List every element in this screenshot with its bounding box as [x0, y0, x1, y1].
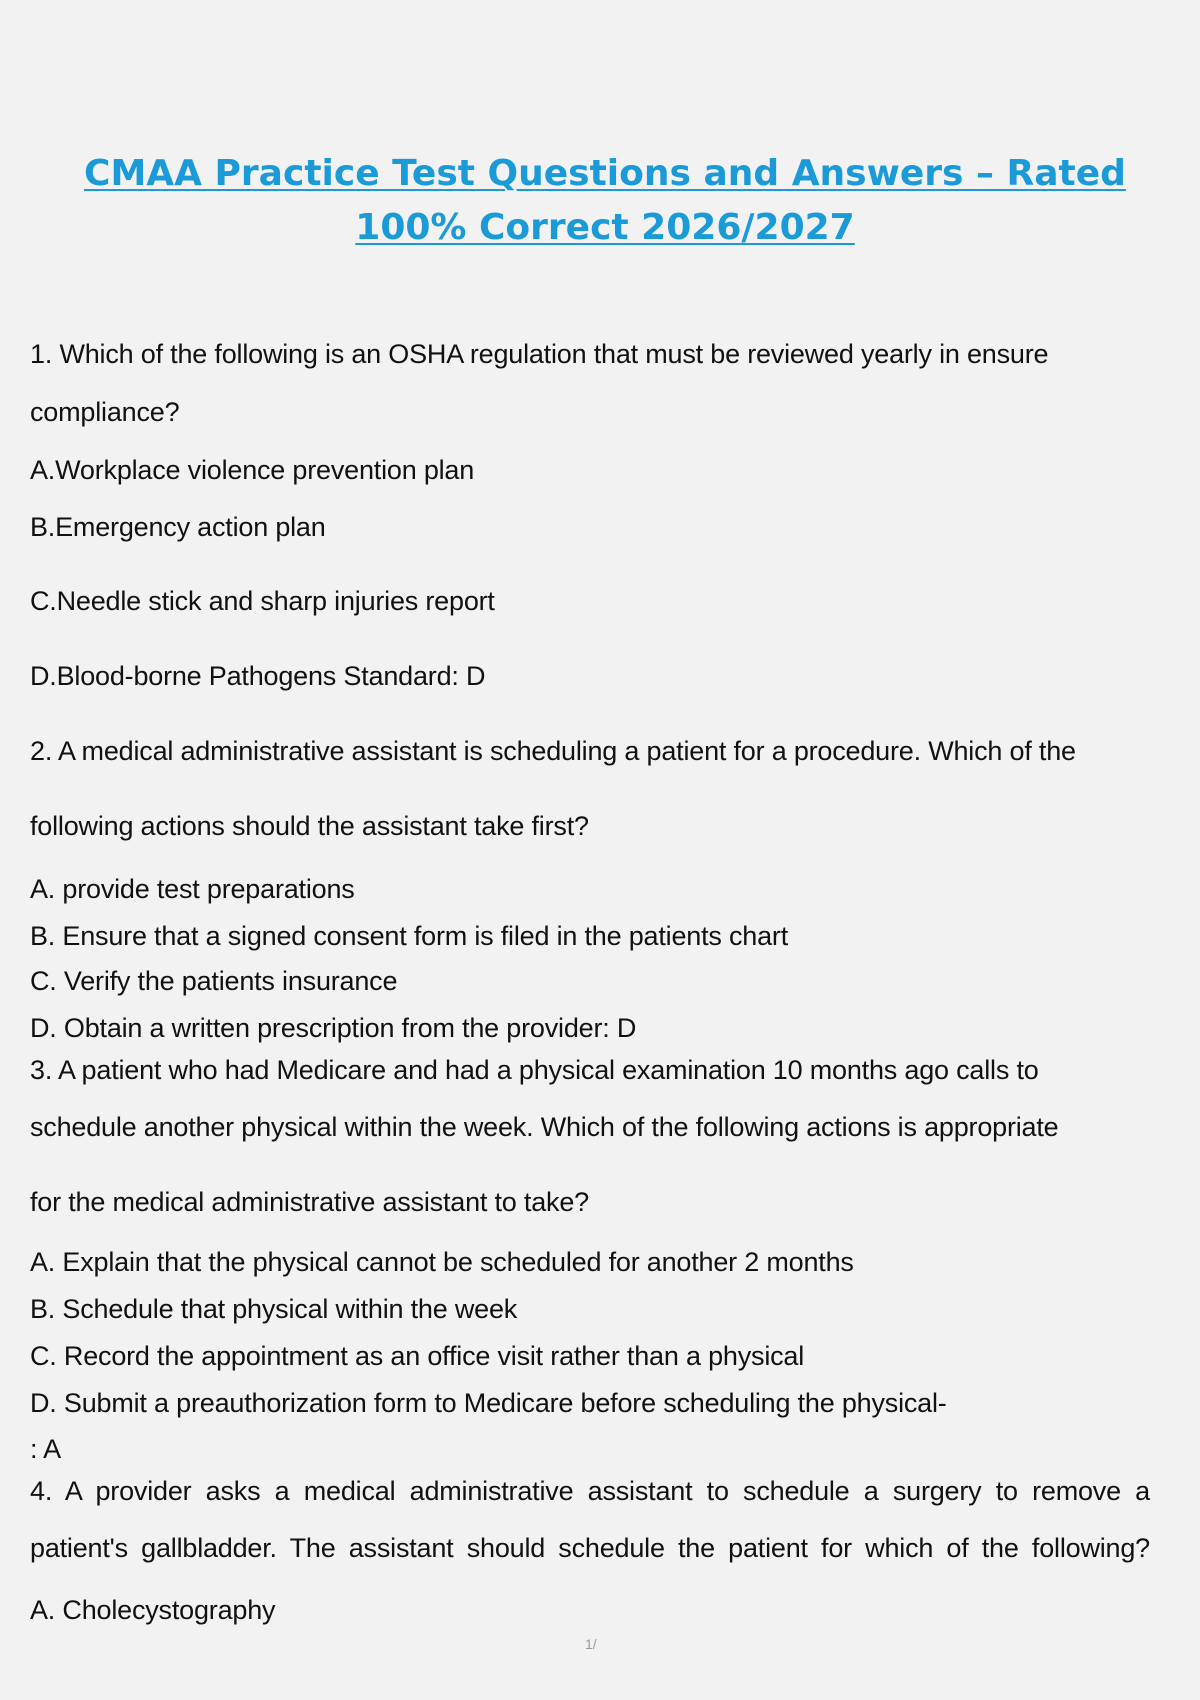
question-3-option-a: A. Explain that the physical cannot be scheduled for another 2 months — [30, 1247, 854, 1277]
question-3-option-c: C. Record the appointment as an office visit rather than a physical — [30, 1341, 805, 1371]
question-1-option-c: C.Needle stick and sharp injuries report — [30, 586, 495, 616]
question-3-line-2: schedule another physical within the week. Which of the following actions is appropriate — [30, 1112, 1059, 1142]
question-number: 1. — [30, 339, 53, 369]
question-1-option-a: A.Workplace violence prevention plan — [30, 455, 475, 485]
question-1-line-1: 1. Which of the following is an OSHA regulation that must be reviewed yearly in ensure — [30, 339, 1049, 369]
question-3-answer: : A — [30, 1434, 61, 1464]
question-1-option-b: B.Emergency action plan — [30, 512, 326, 542]
question-number: 3. — [30, 1055, 53, 1085]
question-2-option-d: D. Obtain a written prescription from the provider: D — [30, 1013, 637, 1043]
question-1-option-d: D.Blood-borne Pathogens Standard: D — [30, 661, 486, 691]
question-2-option-c: C. Verify the patients insurance — [30, 966, 398, 996]
question-number: 4. — [30, 1476, 53, 1506]
title-line-1: CMAA Practice Test Questions and Answers – Rated — [84, 153, 1126, 194]
document-title — [50, 147, 1160, 255]
question-4-line-1: 4. A provider asks a medical administrative assistant to schedule a surgery to remove a — [30, 1476, 1150, 1506]
question-2-option-b: B. Ensure that a signed consent form is filed in the patients chart — [30, 921, 789, 951]
question-4-option-a: A. Cholecystography — [30, 1595, 276, 1625]
question-3-line-3: for the medical administrative assistant to take? — [30, 1187, 589, 1217]
question-3-line-1: 3. A patient who had Medicare and had a physical examination 10 months ago calls to — [30, 1055, 1039, 1085]
question-2-option-a: A. provide test preparations — [30, 874, 355, 904]
question-3-option-d: D. Submit a preauthorization form to Medicare before scheduling the physical- — [30, 1388, 947, 1418]
question-3-option-b: B. Schedule that physical within the week — [30, 1294, 518, 1324]
question-2-line-2: following actions should the assistant take first? — [30, 811, 589, 841]
question-2-line-1: 2. A medical administrative assistant is scheduling a patient for a procedure. Which of the — [30, 736, 1076, 766]
question-1-line-2: compliance? — [30, 397, 180, 427]
question-number: 2. — [30, 736, 53, 766]
title-line-2: 100% Correct 2026/2027 — [355, 207, 855, 248]
page-number: 1/ — [585, 1636, 597, 1652]
question-4-line-2: patient's gallbladder. The assistant should schedule the patient for which of the following? — [30, 1533, 1150, 1563]
